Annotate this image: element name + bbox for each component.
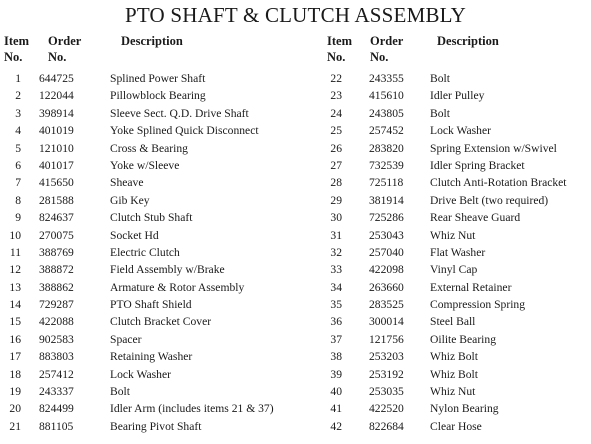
part-description: Spacer [110, 332, 142, 346]
table-row [0, 366, 295, 383]
item-number: 40 [330, 385, 342, 399]
header-order-no: No. [370, 50, 389, 64]
table-row [0, 400, 295, 417]
order-number: 881105 [39, 419, 74, 433]
parts-table-right [322, 34, 591, 435]
header-description: Description [437, 34, 499, 48]
order-number: 725286 [369, 211, 404, 225]
item-number: 23 [330, 89, 342, 103]
item-number: 8 [15, 193, 21, 207]
table-row [322, 261, 591, 278]
item-number: 18 [9, 367, 21, 381]
table-row [322, 383, 591, 400]
order-number: 283525 [369, 298, 404, 312]
order-number: 381914 [369, 193, 404, 207]
table-row [322, 140, 591, 157]
part-description: Clutch Bracket Cover [110, 315, 212, 329]
order-number: 388862 [39, 280, 74, 294]
table-row [0, 261, 295, 278]
order-number: 388872 [39, 263, 74, 277]
part-description: External Retainer [430, 280, 512, 294]
part-description: Flat Washer [430, 245, 486, 259]
order-number: 257452 [369, 124, 404, 138]
item-number: 3 [15, 106, 21, 120]
order-number: 270075 [39, 228, 74, 242]
part-description: Whiz Nut [430, 228, 476, 242]
header-order: Order [370, 34, 404, 48]
part-description: Spring Extension w/Swivel [430, 141, 557, 155]
header-description: Description [121, 34, 183, 48]
part-description: Idler Pulley [430, 89, 485, 103]
item-number: 11 [9, 245, 21, 259]
part-description: Yoke Splined Quick Disconnect [110, 124, 259, 138]
order-number: 415650 [39, 176, 74, 190]
table-row [0, 244, 295, 261]
table-row [0, 227, 295, 244]
table-row [322, 331, 591, 348]
part-description: Whiz Bolt [430, 367, 478, 381]
table-row [322, 348, 591, 365]
table-row [0, 174, 295, 191]
item-number: 7 [15, 176, 21, 190]
table-row [322, 122, 591, 139]
part-description: Idler Spring Bracket [430, 158, 525, 172]
part-description: Clutch Stub Shaft [110, 211, 193, 225]
table-row [0, 140, 295, 157]
part-description: Rear Sheave Guard [430, 211, 521, 225]
item-number: 37 [330, 332, 342, 346]
part-description: Bolt [430, 72, 450, 85]
table-row [0, 383, 295, 400]
table-row [0, 157, 295, 174]
order-number: 422088 [39, 315, 74, 329]
order-number: 388769 [39, 245, 74, 259]
item-number: 26 [330, 141, 342, 155]
part-description: Splined Power Shaft [110, 72, 206, 85]
order-number: 902583 [39, 332, 74, 346]
item-number: 12 [9, 263, 21, 277]
order-number: 824499 [39, 402, 74, 416]
part-description: Bearing Pivot Shaft [110, 419, 202, 433]
order-number: 257040 [369, 245, 404, 259]
header-item: Item [4, 34, 29, 48]
item-number: 32 [330, 245, 342, 259]
part-description: Nylon Bearing [430, 402, 499, 416]
order-number: 263660 [369, 280, 404, 294]
part-description: Yoke w/Sleeve [110, 158, 180, 172]
header-item: Item [327, 34, 352, 48]
order-number: 644725 [39, 72, 74, 85]
table-row [0, 331, 295, 348]
table-row [322, 418, 591, 435]
table-row [0, 279, 295, 296]
item-number: 2 [15, 89, 21, 103]
part-description: Pillowblock Bearing [110, 89, 206, 103]
part-description: Idler Arm (includes items 21 & 37) [110, 402, 274, 416]
page-title: PTO SHAFT & CLUTCH ASSEMBLY [125, 3, 466, 27]
order-number: 822684 [369, 419, 404, 433]
order-number: 243337 [39, 385, 74, 399]
table-body [322, 70, 591, 435]
order-number: 122044 [39, 89, 74, 103]
item-number: 17 [9, 350, 21, 364]
order-number: 422098 [369, 263, 404, 277]
header-order: Order [48, 34, 82, 48]
order-number: 401019 [39, 124, 74, 138]
part-description: Sleeve Sect. Q.D. Drive Shaft [110, 106, 249, 120]
table-row [322, 313, 591, 330]
item-number: 21 [9, 419, 21, 433]
part-description: Retaining Washer [110, 350, 193, 364]
item-number: 6 [15, 158, 21, 172]
item-number: 15 [9, 315, 21, 329]
item-number: 10 [9, 228, 21, 242]
table-row [0, 105, 295, 122]
table-row [322, 366, 591, 383]
item-number: 4 [15, 124, 21, 138]
order-number: 283820 [369, 141, 404, 155]
table-header [0, 34, 295, 70]
part-description: Whiz Bolt [430, 350, 478, 364]
part-description: Cross & Bearing [110, 141, 188, 155]
table-row [322, 192, 591, 209]
item-number: 27 [330, 158, 342, 172]
order-number: 422520 [369, 402, 404, 416]
item-number: 36 [330, 315, 342, 329]
item-number: 41 [330, 402, 342, 416]
part-description: PTO Shaft Shield [110, 298, 192, 312]
part-description: Gib Key [110, 193, 150, 207]
part-description: Bolt [430, 106, 450, 120]
part-description: Oilite Bearing [430, 332, 497, 346]
table-row [0, 313, 295, 330]
item-number: 22 [330, 72, 342, 85]
item-number: 28 [330, 176, 342, 190]
order-number: 253203 [369, 350, 404, 364]
part-description: Clear Hose [430, 419, 482, 433]
item-number: 30 [330, 211, 342, 225]
parts-table-left [0, 34, 295, 435]
item-number: 34 [330, 280, 342, 294]
item-number: 20 [9, 402, 21, 416]
table-row [322, 87, 591, 104]
item-number: 14 [9, 298, 21, 312]
order-number: 257412 [39, 367, 74, 381]
order-number: 253043 [369, 228, 404, 242]
order-number: 401017 [39, 158, 74, 172]
table-row [0, 296, 295, 313]
table-body [0, 70, 295, 435]
item-number: 19 [9, 385, 21, 399]
part-description: Lock Washer [110, 367, 171, 381]
item-number: 33 [330, 263, 342, 277]
order-number: 725118 [369, 176, 404, 190]
item-number: 1 [15, 72, 21, 85]
part-description: Socket Hd [110, 228, 159, 242]
table-row [0, 122, 295, 139]
item-number: 42 [330, 419, 342, 433]
item-number: 38 [330, 350, 342, 364]
item-number: 31 [330, 228, 342, 242]
order-number: 253035 [369, 385, 404, 399]
table-header [322, 34, 591, 70]
order-number: 729287 [39, 298, 74, 312]
order-number: 121010 [39, 141, 74, 155]
table-row [322, 209, 591, 226]
order-number: 300014 [369, 315, 404, 329]
part-description: Armature & Rotor Assembly [110, 280, 245, 294]
order-number: 243805 [369, 106, 404, 120]
part-description: Field Assembly w/Brake [110, 263, 225, 277]
table-row [322, 244, 591, 261]
part-description: Electric Clutch [110, 245, 180, 259]
item-number: 29 [330, 193, 342, 207]
part-description: Vinyl Cap [430, 263, 478, 277]
part-description: Lock Washer [430, 124, 491, 138]
table-row [322, 174, 591, 191]
table-row [322, 105, 591, 122]
item-number: 13 [9, 280, 21, 294]
order-number: 281588 [39, 193, 74, 207]
order-number: 732539 [369, 158, 404, 172]
item-number: 5 [15, 141, 21, 155]
part-description: Bolt [110, 385, 130, 399]
order-number: 883803 [39, 350, 74, 364]
order-number: 253192 [369, 367, 404, 381]
item-number: 24 [330, 106, 342, 120]
table-row [322, 296, 591, 313]
table-row [0, 87, 295, 104]
order-number: 398914 [39, 106, 74, 120]
part-description: Steel Ball [430, 315, 476, 329]
order-number: 243355 [369, 72, 404, 85]
table-row [0, 192, 295, 209]
item-number: 16 [9, 332, 21, 346]
part-description: Compression Spring [430, 298, 526, 312]
table-row [322, 227, 591, 244]
order-number: 415610 [369, 89, 404, 103]
table-row [322, 70, 591, 87]
item-number: 35 [330, 298, 342, 312]
item-number: 9 [15, 211, 21, 225]
table-row [0, 348, 295, 365]
header-item-no: No. [327, 50, 346, 64]
order-number: 824637 [39, 211, 74, 225]
table-row [0, 418, 295, 435]
table-row [322, 400, 591, 417]
header-order-no: No. [48, 50, 67, 64]
item-number: 39 [330, 367, 342, 381]
table-row [322, 279, 591, 296]
item-number: 25 [330, 124, 342, 138]
part-description: Sheave [110, 176, 144, 190]
part-description: Drive Belt (two required) [430, 193, 549, 207]
order-number: 121756 [369, 332, 404, 346]
table-row [0, 70, 295, 87]
table-row [322, 157, 591, 174]
part-description: Clutch Anti-Rotation Bracket [430, 176, 567, 190]
header-item-no: No. [4, 50, 23, 64]
part-description: Whiz Nut [430, 385, 476, 399]
table-row [0, 209, 295, 226]
